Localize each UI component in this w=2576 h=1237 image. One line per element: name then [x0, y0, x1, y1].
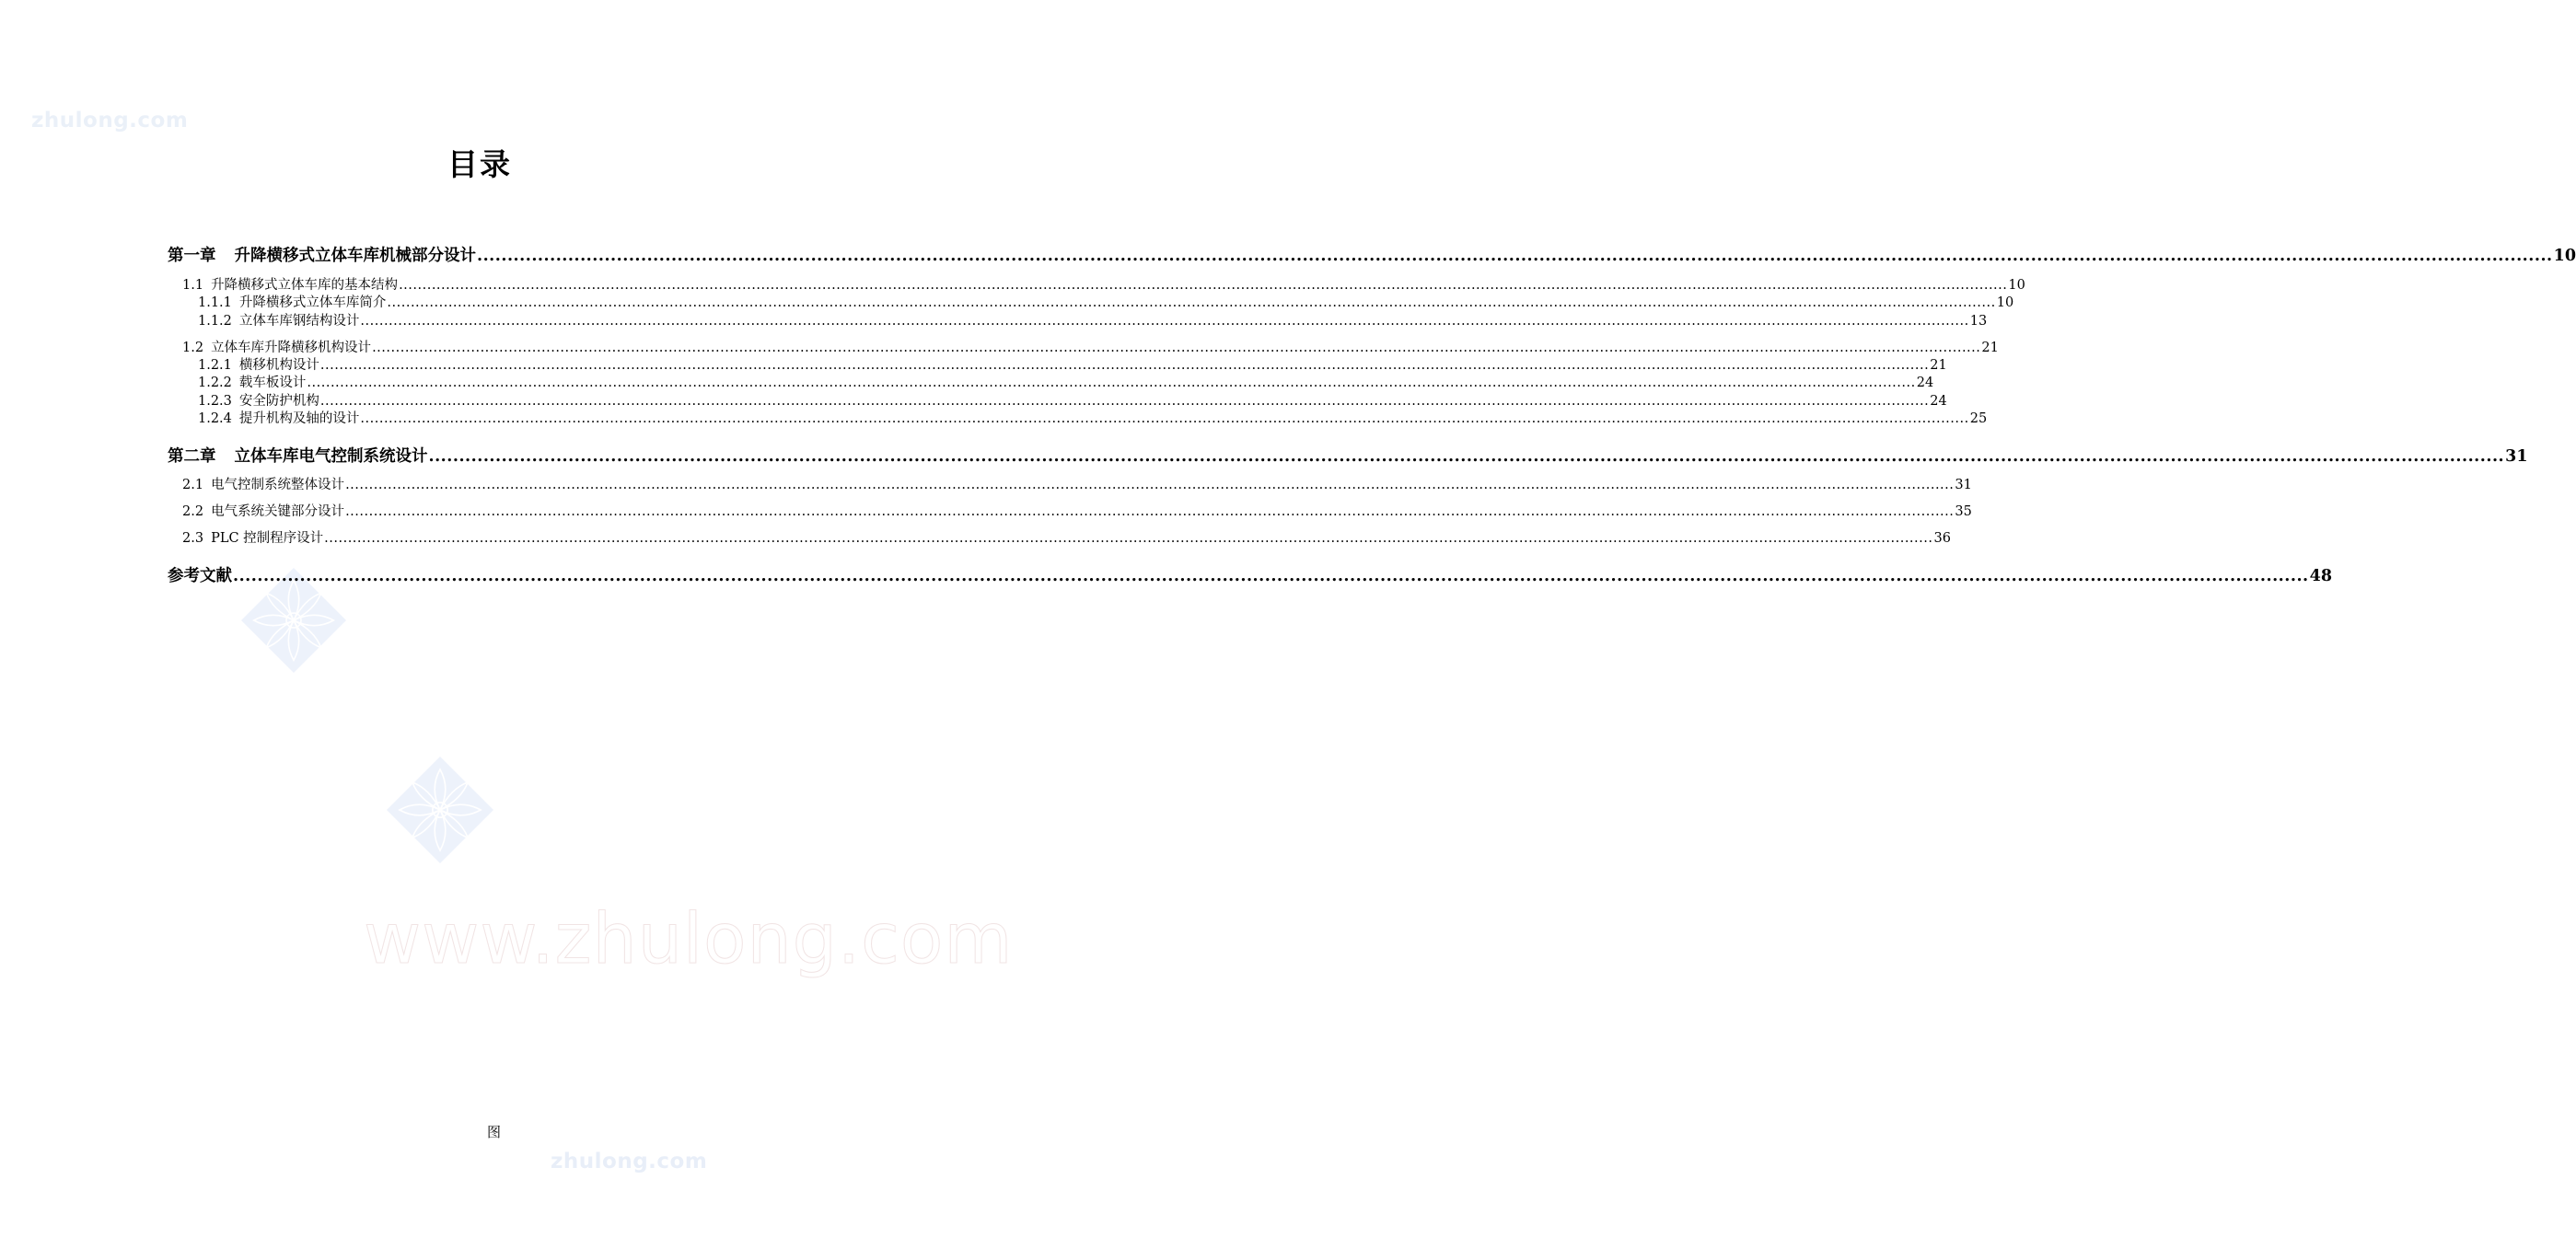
chapter-label: 第一章: [168, 247, 216, 265]
section-number: 1.1.1: [198, 295, 232, 310]
leader-dots: [360, 411, 1968, 426]
leader-dots: [429, 447, 2505, 466]
page-number: 24: [1930, 394, 1947, 409]
section-number: 1.2.3: [198, 394, 232, 409]
toc-section-1-2[interactable]: [182, 337, 1999, 356]
toc-section-2-2[interactable]: [182, 501, 1972, 520]
leader-dots: [324, 531, 1932, 546]
page-number: 21: [1981, 341, 1999, 355]
page-number: 10: [2553, 247, 2576, 265]
page-number: 21: [1930, 358, 1947, 373]
references-title: 参考文献: [168, 567, 232, 585]
section-title: 提升机构及轴的设计: [238, 411, 360, 426]
page-footer: 图: [487, 1124, 502, 1140]
watermark-center: www.zhulong.com: [364, 897, 1014, 979]
leader-dots: [307, 376, 1915, 390]
section-title: 横移机构设计: [238, 358, 319, 373]
section-number: 1.2.2: [198, 376, 232, 390]
page-number: 36: [1933, 531, 1951, 546]
leader-dots: [372, 341, 1980, 355]
page-title: 目录: [447, 146, 512, 182]
section-title: 立体车库升降横移机构设计: [211, 341, 372, 355]
toc-chapter-2[interactable]: [168, 444, 2528, 467]
section-title: 电气系统关键部分设计: [211, 504, 345, 519]
section-title: 升降横移式立体车库简介: [238, 295, 387, 310]
leader-dots: [345, 478, 1954, 492]
leader-dots: [320, 394, 1929, 409]
page-number: 24: [1916, 376, 1934, 390]
section-number: 2.3: [182, 531, 204, 546]
page-number: 48: [2309, 567, 2333, 585]
section-title: 立体车库钢结构设计: [238, 314, 360, 329]
watermark-top: zhulong.com: [31, 109, 189, 133]
page-number: 31: [1955, 478, 1972, 492]
chapter-title: 立体车库电气控制系统设计: [234, 447, 428, 466]
section-title: 载车板设计: [238, 376, 307, 390]
toc-section-2-3[interactable]: [182, 527, 1951, 547]
chapter-label: 第二章: [168, 447, 216, 466]
section-title: 安全防护机构: [238, 394, 319, 409]
toc-section-1-2-1[interactable]: [198, 354, 1947, 374]
toc-section-1-1-2[interactable]: [198, 310, 1988, 329]
toc-section-1-1-1[interactable]: [198, 292, 2014, 311]
page-number: 35: [1955, 504, 1972, 519]
page-number: 10: [2008, 278, 2025, 293]
toc-section-1-2-2[interactable]: [198, 372, 1934, 391]
toc-references[interactable]: [168, 563, 2333, 586]
section-number: 1.2.1: [198, 358, 232, 373]
section-title: 升降横移式立体车库的基本结构: [211, 278, 399, 293]
leader-dots: [477, 247, 2553, 265]
page-number: 10: [1996, 295, 2014, 310]
section-title: PLC 控制程序设计: [211, 531, 324, 546]
page-number: 13: [1969, 314, 1988, 329]
page-number: 31: [2505, 447, 2528, 466]
leader-dots: [399, 278, 2007, 293]
section-number: 1.1: [182, 278, 204, 293]
section-number: 1.2.4: [198, 411, 232, 426]
toc-section-1-1[interactable]: [182, 274, 2025, 294]
section-number: 1.2: [182, 341, 204, 355]
leader-dots: [345, 504, 1954, 519]
section-title: 电气控制系统整体设计: [211, 478, 345, 492]
section-number: 2.1: [182, 478, 204, 492]
page-number: 25: [1969, 411, 1988, 426]
toc-chapter-1[interactable]: [168, 243, 2576, 266]
chapter-title: 升降横移式立体车库机械部分设计: [234, 247, 476, 265]
toc-section-1-2-4[interactable]: [198, 408, 1988, 427]
toc-section-2-1[interactable]: [182, 474, 1972, 493]
leader-dots: [233, 567, 2309, 585]
watermark-bottom: zhulong.com: [551, 1150, 708, 1173]
leader-dots: [320, 358, 1929, 373]
leader-dots: [360, 314, 1968, 329]
section-number: 2.2: [182, 504, 204, 519]
leader-dots: [387, 295, 1995, 310]
watermark-flower-icon: [387, 757, 493, 863]
toc-section-1-2-3[interactable]: [198, 390, 1947, 410]
section-number: 1.1.2: [198, 314, 232, 329]
